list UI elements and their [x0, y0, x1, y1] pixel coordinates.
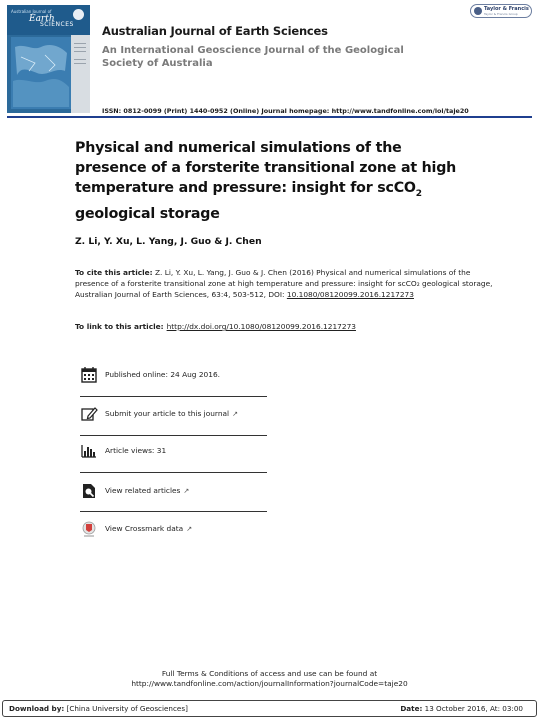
article-link-block — [75, 321, 495, 332]
article-views-label: Article views: 31 — [105, 446, 167, 455]
citation-block — [75, 267, 495, 300]
cover-small-title: Australian Journal of — [11, 9, 52, 14]
crossmark-label: View Crossmark data ↗ — [105, 524, 193, 533]
related-articles-label: View related articles ↗ — [105, 486, 190, 495]
download-date: Date: 13 October 2016, At: 03:00 — [400, 704, 523, 713]
info-divider — [80, 396, 267, 397]
article-views-row — [80, 440, 266, 460]
terms-and-conditions — [0, 669, 539, 689]
edit-icon — [80, 405, 98, 423]
submit-article-label: Submit your article to this journal ↗ — [105, 409, 238, 418]
issn-homepage-line: ISSN: 0812-0099 (Print) 1440-0952 (Online) Journal homepage: http://www.tandfonline.com/loi/taje20 — [102, 107, 469, 115]
journal-title: Australian Journal of Earth Sciences — [102, 24, 328, 38]
download-by: Download by: [China University of Geosciences] — [9, 704, 188, 713]
society-logo-icon — [73, 9, 84, 20]
info-divider — [80, 472, 267, 473]
citation-label: To cite this article: — [75, 268, 153, 277]
terms-url[interactable]: http://www.tandfonline.com/action/journalInformation?journalCode=taje20 — [131, 679, 408, 688]
article-title-main: Physical and numerical simulations of the presence of a forsterite transitional zone at high temperature and pressure: insight for scCO — [75, 140, 457, 196]
journal-cover-image[interactable] — [7, 5, 90, 113]
cover-sciences-title: SCIENCES — [40, 21, 74, 28]
citation-text: Z. Li, Y. Xu, L. Yang, J. Guo & J. Chen (2016) Physical and numerical simulations of the presence of a forsterite transitional zone at high temperature and pressure: insight for scCO₂ geological storage, Australian Journal of Earth Sciences, 63:4, 503-512, DOI: — [75, 268, 493, 299]
external-link-icon: ↗ — [232, 410, 238, 418]
article-authors: Z. Li, Y. Xu, L. Yang, J. Guo & J. Chen — [75, 236, 262, 247]
crossmark-icon — [80, 520, 98, 538]
info-divider — [80, 511, 267, 512]
article-title-subscript: 2 — [415, 188, 422, 199]
published-online-row — [80, 364, 266, 384]
crossmark-link[interactable] — [80, 518, 266, 538]
external-link-icon: ↗ — [186, 525, 193, 533]
info-divider — [80, 435, 267, 436]
article-link-url[interactable]: http://dx.doi.org/10.1080/08120099.2016.1217273 — [166, 322, 356, 331]
published-online-label: Published online: 24 Aug 2016. — [105, 370, 221, 379]
citation-doi-link[interactable]: 10.1080/08120099.2016.1217273 — [286, 290, 414, 299]
article-title — [75, 138, 475, 224]
related-articles-link[interactable] — [80, 480, 266, 500]
cover-earth-title: Earth — [29, 14, 55, 24]
publisher-name: Taylor & Francis — [484, 6, 529, 12]
cover-map-graphic — [11, 37, 71, 109]
cover-side-panel — [71, 35, 90, 113]
bar-chart-icon — [80, 442, 98, 460]
external-link-icon: ↗ — [183, 487, 190, 495]
submit-article-link[interactable] — [80, 403, 266, 423]
search-icon — [80, 482, 98, 500]
publisher-logo[interactable] — [470, 4, 532, 18]
journal-subtitle: An International Geoscience Journal of the Geological Society of Australia — [102, 45, 404, 69]
article-title-end: geological storage — [75, 205, 220, 222]
download-info-bar — [2, 700, 537, 717]
publisher-group: Taylor & Francis Group — [484, 12, 518, 16]
terms-line: Full Terms & Conditions of access and use can be found at — [161, 669, 378, 678]
publisher-logo-icon — [474, 7, 482, 15]
header-divider — [7, 116, 532, 118]
link-label: To link to this article: — [75, 322, 164, 331]
calendar-icon — [80, 366, 98, 384]
